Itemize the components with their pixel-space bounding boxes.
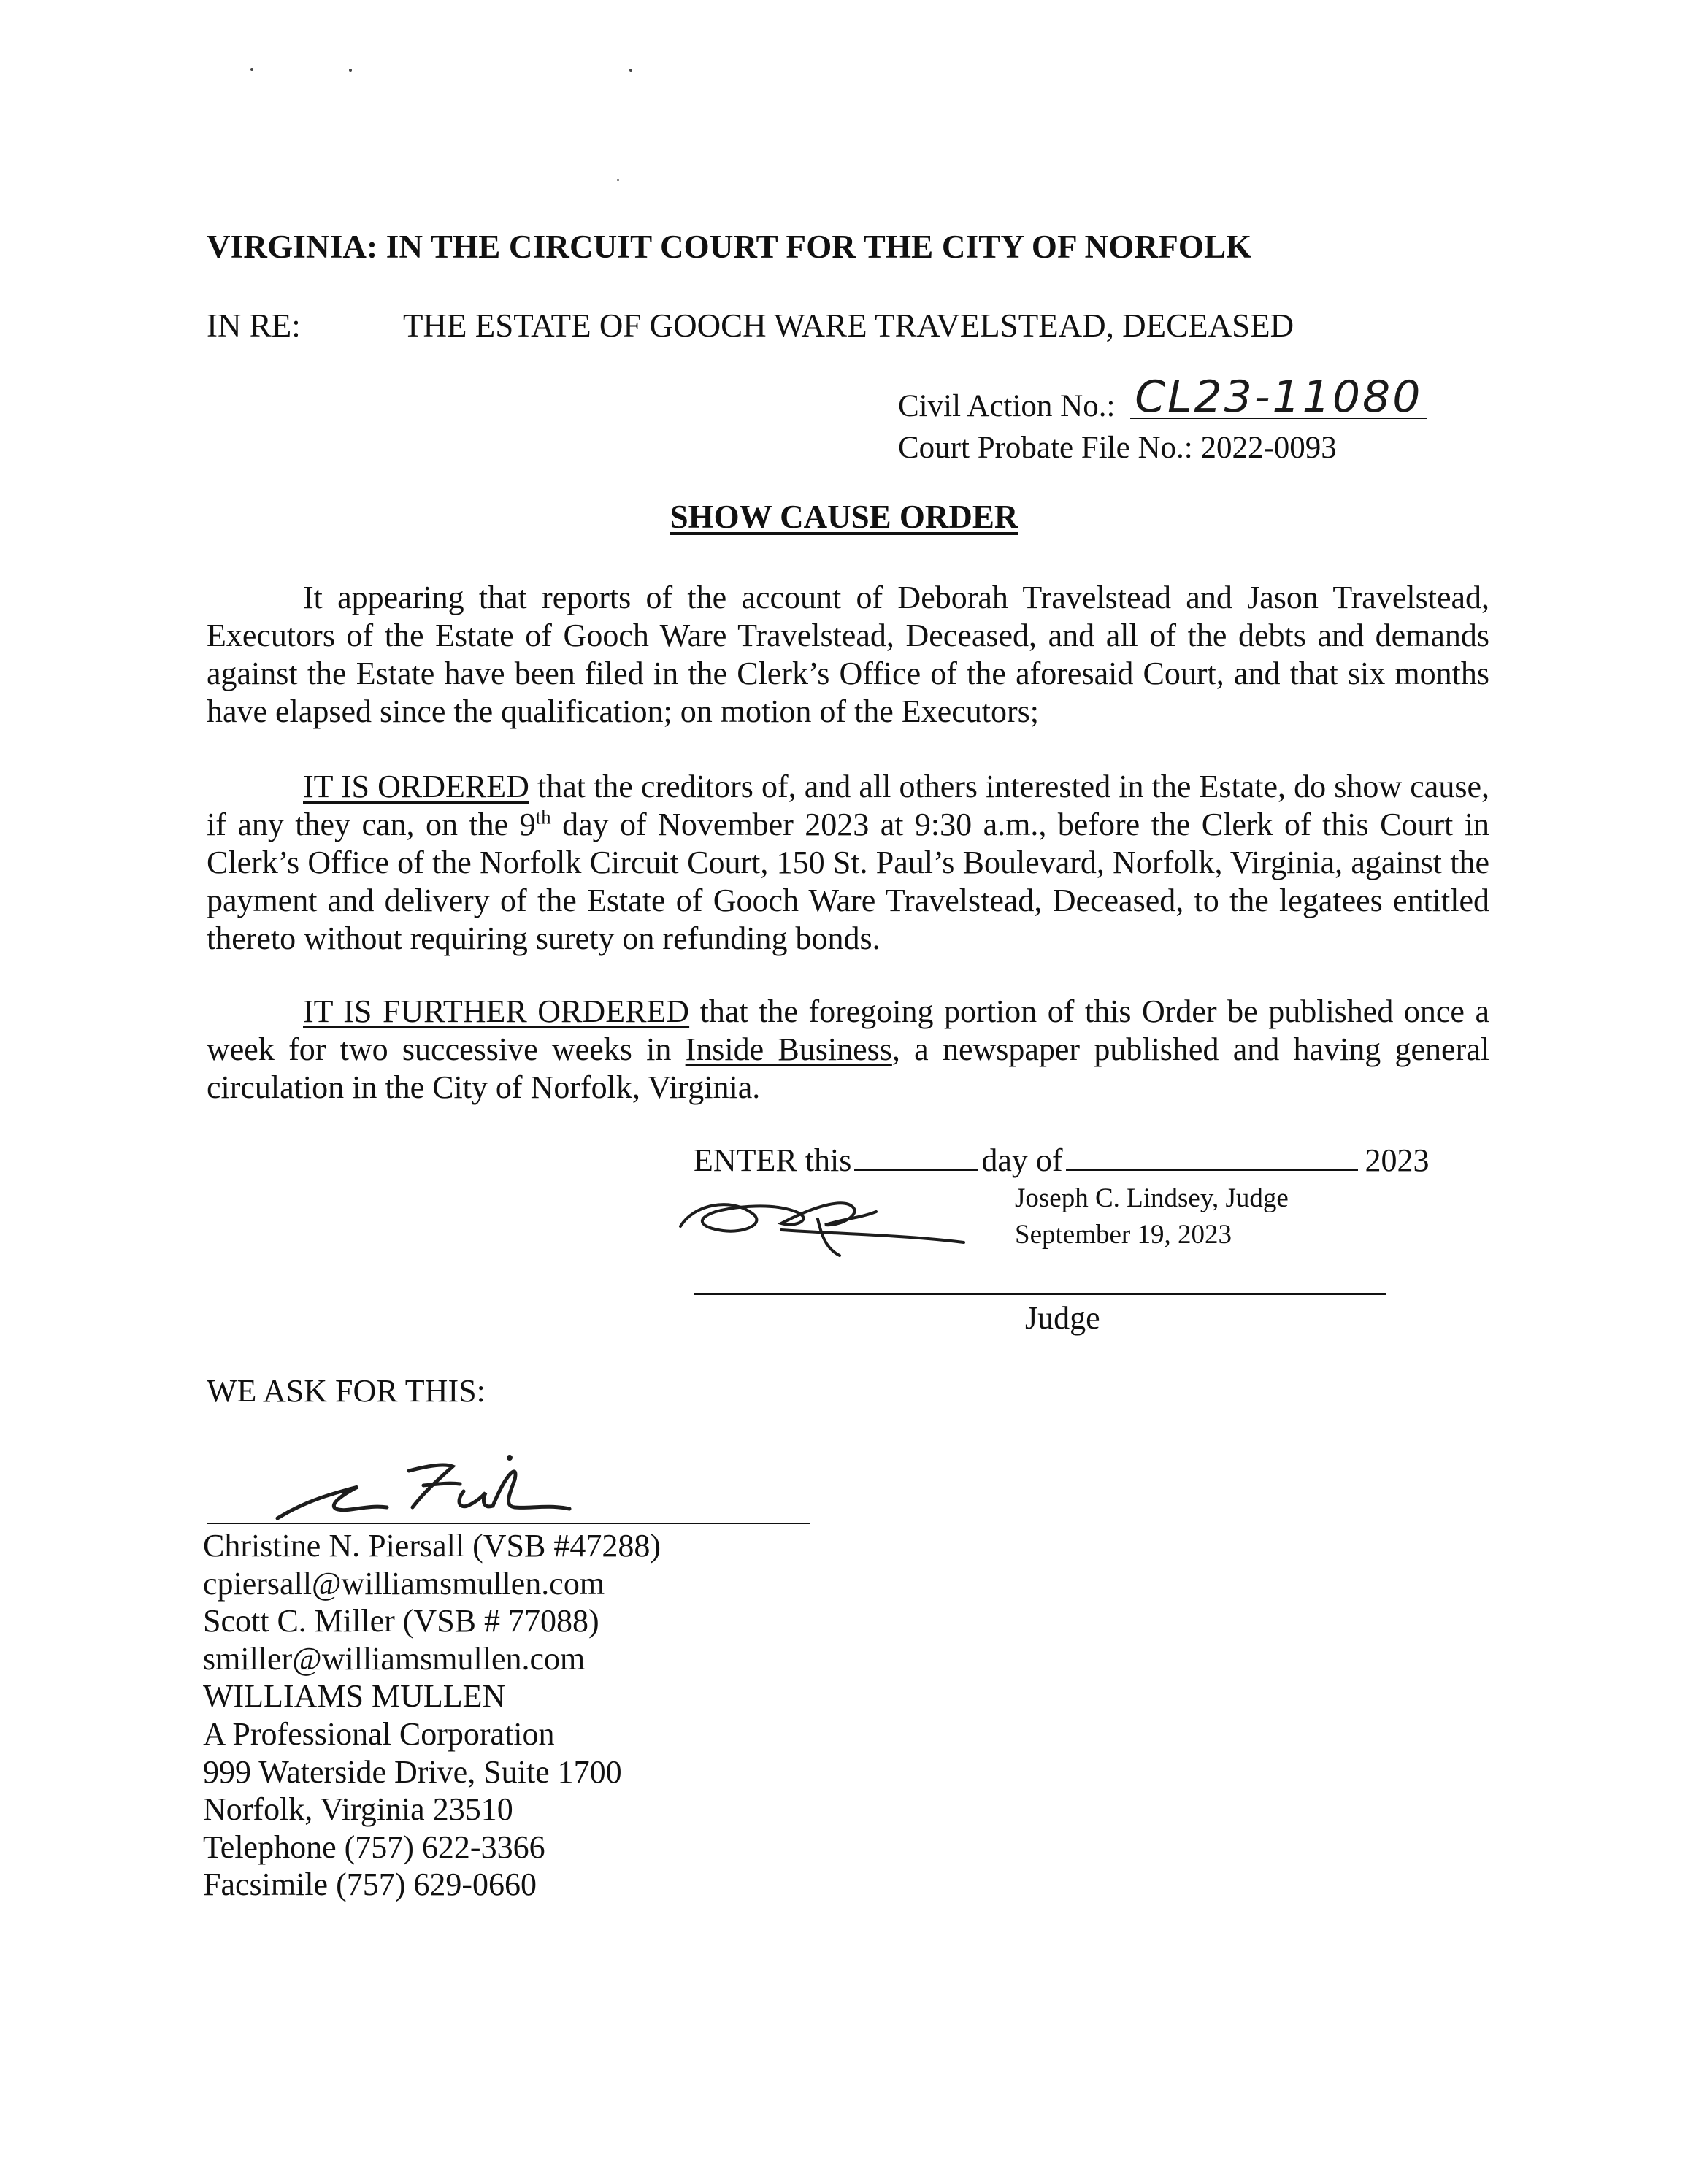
scan-speck bbox=[349, 69, 352, 72]
ordinal-suffix: th bbox=[535, 806, 551, 828]
firm-street: 999 Waterside Drive, Suite 1700 bbox=[203, 1753, 622, 1790]
day-blank bbox=[854, 1145, 978, 1171]
scan-speck bbox=[250, 68, 253, 71]
ordered-phrase: IT IS ORDERED bbox=[303, 769, 529, 804]
judge-label: Judge bbox=[1025, 1300, 1100, 1336]
we-ask-for-this: WE ASK FOR THIS: bbox=[207, 1373, 486, 1409]
day-of-label: day of bbox=[981, 1142, 1063, 1178]
entry-year: 2023 bbox=[1365, 1142, 1430, 1178]
further-ordered-phrase: IT IS FURTHER ORDERED bbox=[303, 993, 690, 1029]
firm-telephone: Telephone (757) 622-3366 bbox=[203, 1829, 545, 1865]
counsel-email-piersall: cpiersall@williamsmullen.com bbox=[203, 1565, 605, 1602]
paragraph-publication bbox=[207, 993, 1489, 1107]
firm-city: Norfolk, Virginia 23510 bbox=[203, 1791, 513, 1828]
newspaper-name: Inside Business bbox=[685, 1031, 892, 1067]
paragraph-text: , a newspaper published and having general circulation in the City of Norfolk, Virginia. bbox=[207, 1031, 1489, 1105]
paragraph-text: that the foregoing portion of this Order be published once a week for two successive weeks in bbox=[207, 993, 1489, 1067]
firm-type: A Professional Corporation bbox=[203, 1715, 555, 1752]
scan-speck bbox=[629, 69, 632, 72]
enter-this-label: ENTER this bbox=[694, 1142, 852, 1178]
counsel-name-piersall: Christine N. Piersall (VSB #47288) bbox=[203, 1528, 661, 1564]
esign-date: September 19, 2023 bbox=[1015, 1220, 1232, 1250]
month-blank bbox=[1066, 1145, 1358, 1171]
paragraph-appearing: It appearing that reports of the account of Deborah Travelstead and Jason Travelstead, Executors of the Estate of Gooch Ware Travelstead, Deceased, and all of the debts and demands against the Estate have been filed in the Clerk’s Office of the aforesaid Court, and that six months have elapsed since the qualification; on motion of the Executors; bbox=[207, 580, 1489, 729]
counsel-signature-line bbox=[207, 1523, 810, 1524]
counsel-block bbox=[203, 1527, 661, 1904]
probate-file-number: 2022-0093 bbox=[1200, 431, 1337, 465]
judge-signature-line bbox=[694, 1293, 1386, 1295]
paragraph-show-cause bbox=[207, 768, 1489, 958]
esign-judge-name: Joseph C. Lindsey, Judge bbox=[1015, 1183, 1289, 1213]
firm-name: WILLIAMS MULLEN bbox=[203, 1678, 506, 1715]
scan-speck bbox=[617, 179, 619, 181]
civil-action-line bbox=[898, 372, 1427, 427]
in-re-label: IN RE: bbox=[207, 307, 301, 344]
probate-file-line bbox=[898, 427, 1427, 469]
civil-action-number: CL23-11080 bbox=[1130, 377, 1427, 419]
enter-line bbox=[694, 1142, 1430, 1179]
paragraph-text: that the creditors of, and all others interested in the Estate, do show cause, if any they can, on the 9 bbox=[207, 769, 1489, 842]
court-title: VIRGINIA: IN THE CIRCUIT COURT FOR THE CITY OF NORFOLK bbox=[207, 228, 1252, 265]
case-numbers bbox=[898, 372, 1427, 469]
judge-signature bbox=[672, 1175, 978, 1263]
counsel-signature bbox=[263, 1442, 584, 1526]
firm-facsimile: Facsimile (757) 629-0660 bbox=[203, 1866, 537, 1903]
counsel-email-miller: smiller@williamsmullen.com bbox=[203, 1640, 586, 1677]
order-title: SHOW CAUSE ORDER bbox=[670, 499, 1018, 535]
paragraph-text: day of November 2023 at 9:30 a.m., before the Clerk of this Court in Clerk’s Office of the Norfolk Circuit Court, 150 St. Paul’s Boulevard, Norfolk, Virginia, against the payment and delivery of the Estate of Gooch Ware Travelstead, Deceased, to the legatees entitled thereto without requiring surety on refunding bonds. bbox=[207, 807, 1489, 956]
counsel-name-miller: Scott C. Miller (VSB # 77088) bbox=[203, 1603, 599, 1639]
probate-file-label: Court Probate File No.: bbox=[898, 431, 1193, 465]
in-re-estate: THE ESTATE OF GOOCH WARE TRAVELSTEAD, DECEASED bbox=[403, 307, 1294, 344]
civil-action-label: Civil Action No.: bbox=[898, 389, 1116, 423]
